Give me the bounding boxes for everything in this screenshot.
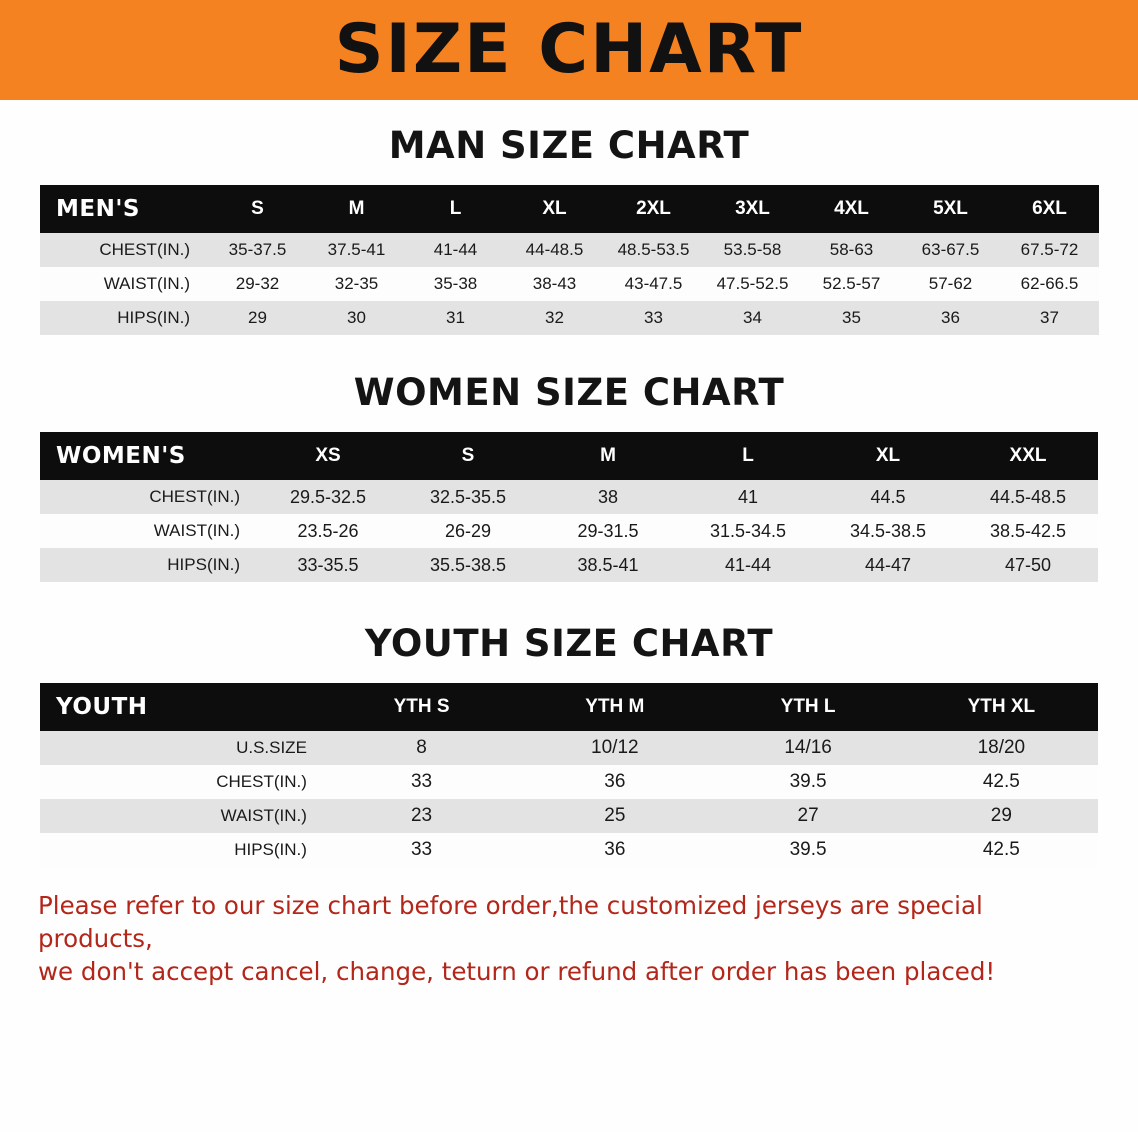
- youth-row-label-chest: CHEST(IN.): [40, 765, 325, 799]
- women-hips-xl: 44-47: [818, 548, 958, 582]
- women-waist-s: 26-29: [398, 514, 538, 548]
- men-chest-xl: 44-48.5: [505, 233, 604, 267]
- table-header-row: [40, 185, 1099, 233]
- men-header-l: L: [406, 185, 505, 233]
- men-hips-s: 29: [208, 301, 307, 335]
- table-row: [40, 731, 1098, 765]
- women-header-m: M: [538, 432, 678, 480]
- youth-waist-m: 25: [518, 799, 711, 833]
- men-waist-4xl: 52.5-57: [802, 267, 901, 301]
- table-row: [40, 233, 1099, 267]
- men-waist-6xl: 62-66.5: [1000, 267, 1099, 301]
- women-table-wrap: [40, 432, 1098, 582]
- women-header-xxl: XXL: [958, 432, 1098, 480]
- men-header-label: MEN'S: [40, 185, 208, 233]
- men-hips-xl: 32: [505, 301, 604, 335]
- women-header-label: WOMEN'S: [40, 432, 258, 480]
- women-row-label-chest: CHEST(IN.): [40, 480, 258, 514]
- men-waist-xl: 38-43: [505, 267, 604, 301]
- women-chest-l: 41: [678, 480, 818, 514]
- youth-row-label-hips: HIPS(IN.): [40, 833, 325, 867]
- men-chest-m: 37.5-41: [307, 233, 406, 267]
- men-hips-5xl: 36: [901, 301, 1000, 335]
- youth-chest-m: 36: [518, 765, 711, 799]
- table-row: [40, 833, 1098, 867]
- youth-waist-xl: 29: [905, 799, 1098, 833]
- women-chest-xl: 44.5: [818, 480, 958, 514]
- youth-hips-l: 39.5: [711, 833, 904, 867]
- men-row-label-waist: WAIST(IN.): [40, 267, 208, 301]
- men-waist-m: 32-35: [307, 267, 406, 301]
- youth-table-wrap: [40, 683, 1098, 867]
- man-section-title: MAN SIZE CHART: [388, 124, 750, 167]
- women-chest-xxl: 44.5-48.5: [958, 480, 1098, 514]
- men-waist-3xl: 47.5-52.5: [703, 267, 802, 301]
- youth-ussize-l: 14/16: [711, 731, 904, 765]
- table-row: [40, 548, 1098, 582]
- men-header-2xl: 2XL: [604, 185, 703, 233]
- women-section-title: WOMEN SIZE CHART: [353, 371, 785, 414]
- youth-row-label-waist: WAIST(IN.): [40, 799, 325, 833]
- women-waist-l: 31.5-34.5: [678, 514, 818, 548]
- youth-hips-xl: 42.5: [905, 833, 1098, 867]
- women-hips-l: 41-44: [678, 548, 818, 582]
- disclaimer-line-2: we don't accept cancel, change, teturn or refund after order has been placed!: [38, 957, 996, 987]
- youth-size-table: [40, 683, 1098, 867]
- youth-section-title: YOUTH SIZE CHART: [364, 622, 774, 665]
- men-hips-m: 30: [307, 301, 406, 335]
- men-waist-l: 35-38: [406, 267, 505, 301]
- men-chest-4xl: 58-63: [802, 233, 901, 267]
- men-waist-5xl: 57-62: [901, 267, 1000, 301]
- youth-header-label: YOUTH: [40, 683, 325, 731]
- table-header-row: [40, 432, 1098, 480]
- men-hips-l: 31: [406, 301, 505, 335]
- men-chest-2xl: 48.5-53.5: [604, 233, 703, 267]
- youth-row-label-ussize: U.S.SIZE: [40, 731, 325, 765]
- men-chest-6xl: 67.5-72: [1000, 233, 1099, 267]
- page-title: SIZE CHART: [334, 10, 804, 89]
- men-header-4xl: 4XL: [802, 185, 901, 233]
- youth-hips-s: 33: [325, 833, 518, 867]
- table-row: [40, 301, 1099, 335]
- men-header-m: M: [307, 185, 406, 233]
- youth-ussize-s: 8: [325, 731, 518, 765]
- table-header-row: [40, 683, 1098, 731]
- men-chest-3xl: 53.5-58: [703, 233, 802, 267]
- men-chest-5xl: 63-67.5: [901, 233, 1000, 267]
- disclaimer-line-1: Please refer to our size chart before order,the customized jerseys are special products,: [38, 891, 983, 954]
- women-row-label-hips: HIPS(IN.): [40, 548, 258, 582]
- table-row: [40, 480, 1098, 514]
- women-chest-s: 32.5-35.5: [398, 480, 538, 514]
- women-hips-xxl: 47-50: [958, 548, 1098, 582]
- youth-header-l: YTH L: [711, 683, 904, 731]
- women-hips-s: 35.5-38.5: [398, 548, 538, 582]
- women-waist-xxl: 38.5-42.5: [958, 514, 1098, 548]
- youth-waist-l: 27: [711, 799, 904, 833]
- table-row: [40, 799, 1098, 833]
- table-row: [40, 267, 1099, 301]
- youth-header-s: YTH S: [325, 683, 518, 731]
- women-waist-m: 29-31.5: [538, 514, 678, 548]
- youth-ussize-xl: 18/20: [905, 731, 1098, 765]
- women-hips-m: 38.5-41: [538, 548, 678, 582]
- disclaimer-note: [38, 889, 1100, 988]
- men-row-label-chest: CHEST(IN.): [40, 233, 208, 267]
- women-chest-m: 38: [538, 480, 678, 514]
- men-hips-2xl: 33: [604, 301, 703, 335]
- men-waist-s: 29-32: [208, 267, 307, 301]
- youth-header-xl: YTH XL: [905, 683, 1098, 731]
- women-hips-xs: 33-35.5: [258, 548, 398, 582]
- men-header-6xl: 6XL: [1000, 185, 1099, 233]
- men-hips-6xl: 37: [1000, 301, 1099, 335]
- women-row-label-waist: WAIST(IN.): [40, 514, 258, 548]
- men-header-s: S: [208, 185, 307, 233]
- men-chest-l: 41-44: [406, 233, 505, 267]
- men-chest-s: 35-37.5: [208, 233, 307, 267]
- banner: [0, 0, 1138, 100]
- women-header-xl: XL: [818, 432, 958, 480]
- men-row-label-hips: HIPS(IN.): [40, 301, 208, 335]
- man-size-table: [40, 185, 1099, 335]
- youth-waist-s: 23: [325, 799, 518, 833]
- women-header-s: S: [398, 432, 538, 480]
- women-chest-xs: 29.5-32.5: [258, 480, 398, 514]
- men-header-5xl: 5XL: [901, 185, 1000, 233]
- women-header-xs: XS: [258, 432, 398, 480]
- women-size-table: [40, 432, 1098, 582]
- men-hips-3xl: 34: [703, 301, 802, 335]
- youth-header-m: YTH M: [518, 683, 711, 731]
- women-waist-xl: 34.5-38.5: [818, 514, 958, 548]
- women-header-l: L: [678, 432, 818, 480]
- men-header-xl: XL: [505, 185, 604, 233]
- women-waist-xs: 23.5-26: [258, 514, 398, 548]
- table-row: [40, 514, 1098, 548]
- men-hips-4xl: 35: [802, 301, 901, 335]
- youth-hips-m: 36: [518, 833, 711, 867]
- table-row: [40, 765, 1098, 799]
- youth-chest-s: 33: [325, 765, 518, 799]
- men-header-3xl: 3XL: [703, 185, 802, 233]
- youth-chest-xl: 42.5: [905, 765, 1098, 799]
- man-table-wrap: [40, 185, 1098, 335]
- youth-chest-l: 39.5: [711, 765, 904, 799]
- men-waist-2xl: 43-47.5: [604, 267, 703, 301]
- youth-ussize-m: 10/12: [518, 731, 711, 765]
